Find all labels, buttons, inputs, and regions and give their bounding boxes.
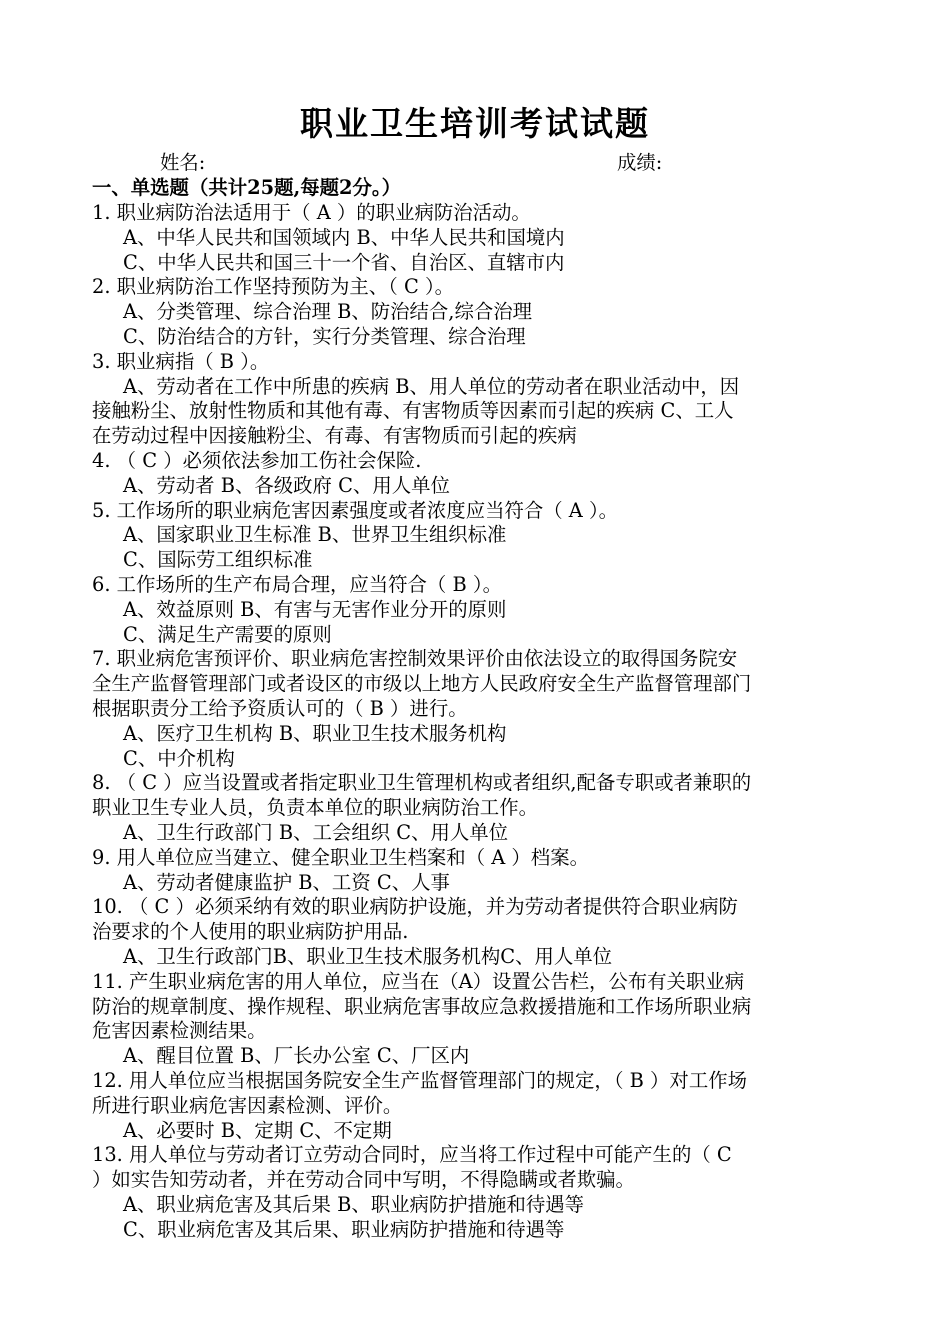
question-line: 在劳动过程中因接触粉尘、有毒、有害物质而引起的疾病	[92, 424, 577, 448]
question-line: 13. 用人单位与劳动者订立劳动合同时，应当将工作过程中可能产生的（ C	[92, 1143, 732, 1167]
question-line: 1. 职业病防治法适用于（ A ）的职业病防治活动。	[92, 201, 531, 224]
question-line: 所进行职业病危害因素检测、评价。	[92, 1093, 403, 1117]
question-line: A、劳动者 B、各级政府 C、用人单位	[123, 473, 450, 497]
question-line: A、卫生行政部门 B、工会组织 C、用人单位	[123, 821, 509, 844]
question-line: C、满足生产需要的原则	[123, 622, 332, 646]
question-line: 10. （ C ）必须采纳有效的职业病防护设施，并为劳动者提供符合职业病防	[92, 895, 738, 919]
question-line: C、职业病危害及其后果、职业病防护措施和待遇等	[123, 1217, 565, 1241]
question-line: A、国家职业卫生标准 B、世界卫生组织标准	[123, 523, 507, 547]
question-line: 12. 用人单位应当根据国务院安全生产监督管理部门的规定，（ B ）对工作场	[92, 1069, 747, 1092]
question-line: A、必要时 B、定期 C、不定期	[123, 1118, 392, 1142]
question-line: C、中华人民共和国三十一个省、自治区、直辖市内	[123, 250, 565, 274]
question-line: A、卫生行政部门B、职业卫生技术服务机构C、用人单位	[123, 945, 613, 968]
question-line: A、职业病危害及其后果 B、职业病防护措施和待遇等	[123, 1193, 585, 1216]
question-line: 接触粉尘、放射性物质和其他有毒、有害物质等因素而引起的疾病 C、工人	[92, 399, 734, 423]
question-line: 5. 工作场所的职业病危害因素强度或者浓度应当符合（ A ）。	[92, 498, 619, 522]
question-line: 11. 产生职业病危害的用人单位，应当在（A）设置公告栏，公布有关职业病	[92, 969, 745, 993]
question-line: 9. 用人单位应当建立、健全职业卫生档案和（ A ）档案。	[92, 845, 589, 869]
question-line: 防治的规章制度、操作规程、职业病危害事故应急救援措施和工作场所职业病	[92, 994, 752, 1018]
question-line: 8. （ C ）应当设置或者指定职业卫生管理机构或者组织,配备专职或者兼职的	[92, 771, 752, 795]
question-line: 6. 工作场所的生产布局合理，应当符合（ B ）。	[92, 573, 502, 596]
question-line: A、医疗卫生机构 B、职业卫生技术服务机构	[123, 721, 507, 745]
question-line: 危害因素检测结果。	[92, 1019, 267, 1043]
question-line: 3. 职业病指（ B ）。	[92, 349, 270, 373]
name-label: 姓名:	[160, 151, 206, 174]
question-line: A、劳动者健康监护 B、工资 C、人事	[123, 870, 450, 894]
question-line: 根据职责分工给予资质认可的（ B ）进行。	[92, 697, 468, 720]
question-line: A、醒目位置 B、厂长办公室 C、厂区内	[123, 1044, 470, 1068]
question-line: A、劳动者在工作中所患的疾病 B、用人单位的劳动者在职业活动中，因	[123, 374, 740, 398]
question-line: C、中介机构	[123, 746, 235, 770]
question-line: C、防治结合的方针，实行分类管理、综合治理	[123, 325, 526, 348]
question-line: 2. 职业病防治工作坚持预防为主、（ C ）。	[92, 275, 455, 299]
question-line: C、国际劳工组织标准	[123, 548, 313, 572]
question-line: 治要求的个人使用的职业病防护用品.	[92, 920, 409, 944]
question-line: A、中华人民共和国领域内 B、中华人民共和国境内	[123, 225, 565, 249]
question-line: 4. （ C ）必须依法参加工伤社会保险.	[92, 449, 422, 472]
question-line: 全生产监督管理部门或者设区的市级以上地方人民政府安全生产监督管理部门	[92, 672, 752, 696]
score-label: 成绩:	[617, 151, 663, 174]
section-title: 一、单选题（共计25题,每题2分。）	[92, 176, 401, 199]
page-title: 职业卫生培训考试试题	[300, 104, 650, 143]
question-line: 职业卫生专业人员，负责本单位的职业病防治工作。	[92, 796, 538, 820]
question-line: A、分类管理、综合治理 B、防治结合,综合治理	[123, 300, 533, 324]
question-line: 7. 职业病危害预评价、职业病危害控制效果评价由依法设立的取得国务院安	[92, 647, 738, 671]
question-line: A、效益原则 B、有害与无害作业分开的原则	[123, 597, 507, 621]
question-line: ）如实告知劳动者，并在劳动合同中写明，不得隐瞒或者欺骗。	[92, 1168, 635, 1192]
